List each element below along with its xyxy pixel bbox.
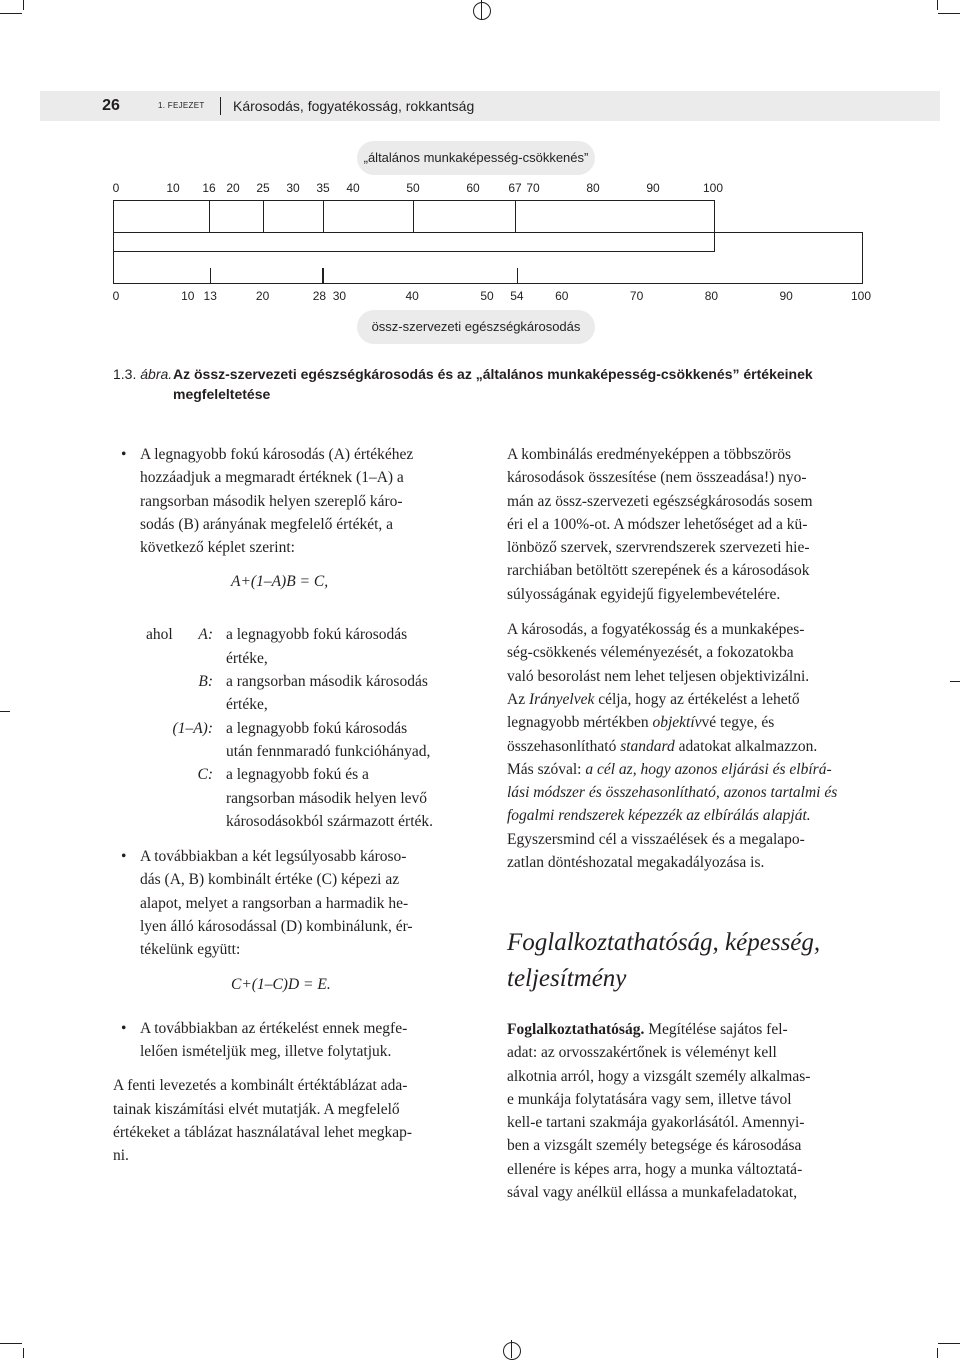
paragraph-lines xyxy=(140,443,477,559)
bottom-tick-label: 40 xyxy=(405,289,419,303)
bullet-item xyxy=(113,845,477,961)
definition-item xyxy=(113,717,477,764)
definition-text: a rangsorban második károsodás xyxy=(226,673,428,691)
text-line: alkotnia arról, hogy a vizsgált személy alkalmas- xyxy=(507,1067,811,1085)
header-divider xyxy=(220,97,221,115)
definition-list xyxy=(113,623,477,833)
top-boundary-line xyxy=(515,200,516,232)
definition-text: után fennmaradó funkcióhányad, xyxy=(226,742,431,760)
bullet-dot: • xyxy=(121,446,127,463)
right-column-lower: Foglalkoztathatóság. Megítélése sajátos fel- adat: az orvosszakértőnek is véleményt kell alkotnia arról, hogy a vizsgált személy alkalmas- e munkája folytatására vagy sem, illetve távol kell-e tartani szakmája gyakorlásától. Amennyi- ben a vizsgált személy betegsége és károsodása ellenére is képes arra, hogy a munka változtatá- sával vagy anélkül ellássa a munkafeladatokat, xyxy=(507,1018,873,1204)
paragraph-lines xyxy=(140,1017,477,1064)
definition-text: rangsorban második helyen levő xyxy=(226,789,428,807)
definition-text: értéke, xyxy=(226,649,268,667)
text-line: A legnagyobb fokú károsodás (A) értékéhez xyxy=(140,446,414,463)
top-tick-label: 60 xyxy=(466,181,480,195)
top-boundary-line xyxy=(413,200,414,232)
bottom-scale-label: össz-szervezeti egészségkárosodás xyxy=(357,310,595,344)
text-line: károsodások összesítése (nem összeadása!) nyo- xyxy=(507,469,807,487)
definition-text: értéke, xyxy=(226,696,268,714)
top-tick-label: 40 xyxy=(346,181,360,195)
bottom-boundary-line xyxy=(517,268,518,284)
definition-text: a legnagyobb fokú károsodás xyxy=(226,719,408,737)
bottom-tick-label: 20 xyxy=(255,289,270,303)
bullet-item xyxy=(113,443,477,559)
crop-mark xyxy=(23,0,24,10)
text-line: sával vagy anélkül ellássa a munkafeladatokat, xyxy=(507,1184,798,1202)
bottom-scale-bar xyxy=(113,232,863,284)
definition-item xyxy=(113,670,477,717)
definition-item xyxy=(113,763,477,833)
paragraph-lines xyxy=(140,845,477,961)
definition-item xyxy=(113,623,477,670)
crop-mark xyxy=(937,0,938,10)
right-column xyxy=(507,443,873,874)
text-line: A továbbiakban a két legsúlyosabb károso- xyxy=(140,848,407,866)
caption-title-cont: megfeleltetése xyxy=(173,386,271,402)
text-line: ben a vizsgált személy betegsége és károsodása xyxy=(507,1137,802,1155)
bullet-dot: • xyxy=(121,848,127,866)
definition-text: a legnagyobb fokú és a xyxy=(226,766,369,784)
formula: A+(1–A)B = C, xyxy=(231,573,329,591)
bottom-tick-label: 13 xyxy=(203,289,217,303)
text-line: éri el a 100%-ot. A módszer lehetőséget ad a kü- xyxy=(507,515,808,533)
bottom-tick-label: 60 xyxy=(555,289,569,303)
top-tick-label: 70 xyxy=(526,181,540,195)
text-line: rangsorban második helyen szereplő káro- xyxy=(140,492,403,510)
bottom-tick-label: 30 xyxy=(332,289,347,303)
top-tick-label: 30 xyxy=(286,181,300,195)
text-line: lelően ismételjük meg, illetve folytatjuk. xyxy=(140,1042,392,1060)
text-line: alapot, melyet a rangsorban a harmadik he- xyxy=(140,894,409,912)
bottom-tick-label: 50 xyxy=(480,289,494,303)
crop-mark xyxy=(0,13,22,14)
bottom-tick-label: 10 xyxy=(181,289,195,303)
top-tick-label: 50 xyxy=(406,181,420,195)
text-line: adat: az orvosszakértőnek is véleményt kell xyxy=(507,1044,777,1062)
running-title: Károsodás, fogyatékosság, rokkantság xyxy=(233,98,475,114)
text-line: A továbbiakban az értékelést ennek megfe- xyxy=(140,1019,408,1037)
top-boundary-line xyxy=(323,200,324,232)
definition-term: A: xyxy=(198,626,213,644)
top-tick-label: 16 xyxy=(202,181,216,195)
figure-caption xyxy=(113,364,873,404)
text-line: súlyosságának egyidejű figyelembevételére. xyxy=(507,585,781,603)
text-line: sodás (B) arányának megfelelő értékét, a xyxy=(140,515,394,533)
top-tick-label: 25 xyxy=(256,181,270,195)
bottom-boundary-line xyxy=(210,268,211,284)
text-line: következő képlet szerint: xyxy=(140,539,295,557)
top-tick-label: 10 xyxy=(166,181,180,195)
registration-mark xyxy=(473,2,491,20)
paragraph xyxy=(507,443,873,606)
definition-term: (1–A): xyxy=(172,719,213,737)
definition-text: károsodásokból származott érték. xyxy=(226,812,434,830)
crop-mark xyxy=(0,1343,22,1344)
top-tick-label: 20 xyxy=(226,181,240,195)
crop-mark xyxy=(937,1348,938,1358)
top-boundary-line xyxy=(263,200,264,232)
text-line: e munkája folytatására vagy sem, illetve távol xyxy=(507,1090,792,1108)
running-header xyxy=(40,91,940,121)
left-column xyxy=(113,443,477,1167)
bottom-tick-label: 0 xyxy=(112,289,120,303)
paragraph xyxy=(113,1074,477,1167)
text-line: lönböző szervek, szervrendszerek szervezeti hie- xyxy=(507,539,810,557)
bottom-tick-label: 80 xyxy=(704,289,719,303)
text-line: mán az össz-szervezeti egészségkárosodás sosem xyxy=(507,492,813,510)
bottom-tick-label: 70 xyxy=(629,289,644,303)
where-label: ahol xyxy=(146,626,173,644)
text-line: tékelünk együtt: xyxy=(140,941,241,959)
text-line: hozzáadjuk a megmaradt értéknek (1–A) a xyxy=(140,469,404,487)
text-line: dás (A, B) kombinált értéke (C) képezi az xyxy=(140,871,400,889)
registration-mark xyxy=(503,1342,521,1360)
bottom-tick-label: 54 xyxy=(510,289,524,303)
definition-text: a legnagyobb fokú károsodás xyxy=(226,626,408,644)
top-tick-label: 0 xyxy=(112,181,120,195)
text-line: tainak kiszámítási elvét mutatják. A megfelelő xyxy=(113,1100,400,1118)
top-tick-label: 90 xyxy=(646,181,660,195)
term: Foglalkoztathatóság. xyxy=(507,1021,645,1038)
definition-term: B: xyxy=(198,673,213,691)
text-line: A fenti levezetés a kombinált értéktáblázat ada- xyxy=(113,1077,408,1095)
crop-mark xyxy=(950,681,960,682)
section-heading: Foglalkoztathatóság, képesség, teljesítmény xyxy=(507,929,821,992)
text-line: ni. xyxy=(113,1147,129,1165)
top-boundary-line xyxy=(209,200,210,232)
caption-number: 1.3. ábra. xyxy=(113,366,173,382)
crop-mark xyxy=(938,13,960,14)
crop-mark xyxy=(938,1343,960,1344)
top-tick-label: 35 xyxy=(316,181,330,195)
page-number: 26 xyxy=(102,97,120,114)
crop-mark xyxy=(0,711,10,712)
text-line: rarchiában betöltött szerepének és a károsodások xyxy=(507,562,810,580)
bullet-dot: • xyxy=(121,1019,127,1037)
text-line: lyen álló károsodással (D) kombinálunk, ér- xyxy=(140,918,413,936)
top-scale-label: „általános munkaképesség-csökkenés” xyxy=(357,141,595,175)
crop-mark xyxy=(23,1348,24,1358)
definition-term: C: xyxy=(197,766,213,784)
formula: C+(1–C)D = E. xyxy=(231,975,331,993)
text-line: kell-e tartani szakmája gyakorlásától. Amennyi- xyxy=(507,1114,805,1132)
bottom-boundary-line xyxy=(322,268,323,284)
caption-title: Az össz-szervezeti egészségkárosodás és az „általános munkaképesség-csökkenés” értékeinek xyxy=(173,366,813,382)
paragraph-lines xyxy=(507,1041,873,1204)
bottom-tick-label: 28 xyxy=(312,289,327,303)
chapter-label: 1. FEJEZET xyxy=(158,101,205,110)
top-tick-label: 67 xyxy=(508,181,522,195)
bottom-tick-label: 100 xyxy=(850,289,872,303)
top-tick-label: 80 xyxy=(586,181,600,195)
bottom-tick-label: 90 xyxy=(779,289,793,303)
text-line: értékeket a táblázat használatával lehet megkap- xyxy=(113,1123,413,1141)
paragraph: A károsodás, a fogyatékosság és a munkaképes- ség-csökkenés véleményezését, a fokozatokba való besorolást nem lehet teljesen objektivizálni. Az Irányelvek célja, hogy az értékelést a lehető legnagyobb mértékben objektívvé tegye, és összehasonlítható standard adatokat alkalmazzon. Más szóval: a cél az, hogy azonos eljárási és elbírá- lási módszer és összehasonlítható, azonos tartalmi és fogalmi rendszerek képezzék az elbírálás alapját. Egyszersmind cél a visszaélések és a megalapo- zatlan döntéshozatal megakadályozása is. xyxy=(507,621,838,872)
bullet-item xyxy=(113,1017,477,1064)
text-line: ellenére is képes arra, hogy a munka változtatá- xyxy=(507,1160,803,1178)
text-line: A kombinálás eredményeképpen a többszörös xyxy=(507,446,792,463)
top-tick-label: 100 xyxy=(702,181,724,195)
